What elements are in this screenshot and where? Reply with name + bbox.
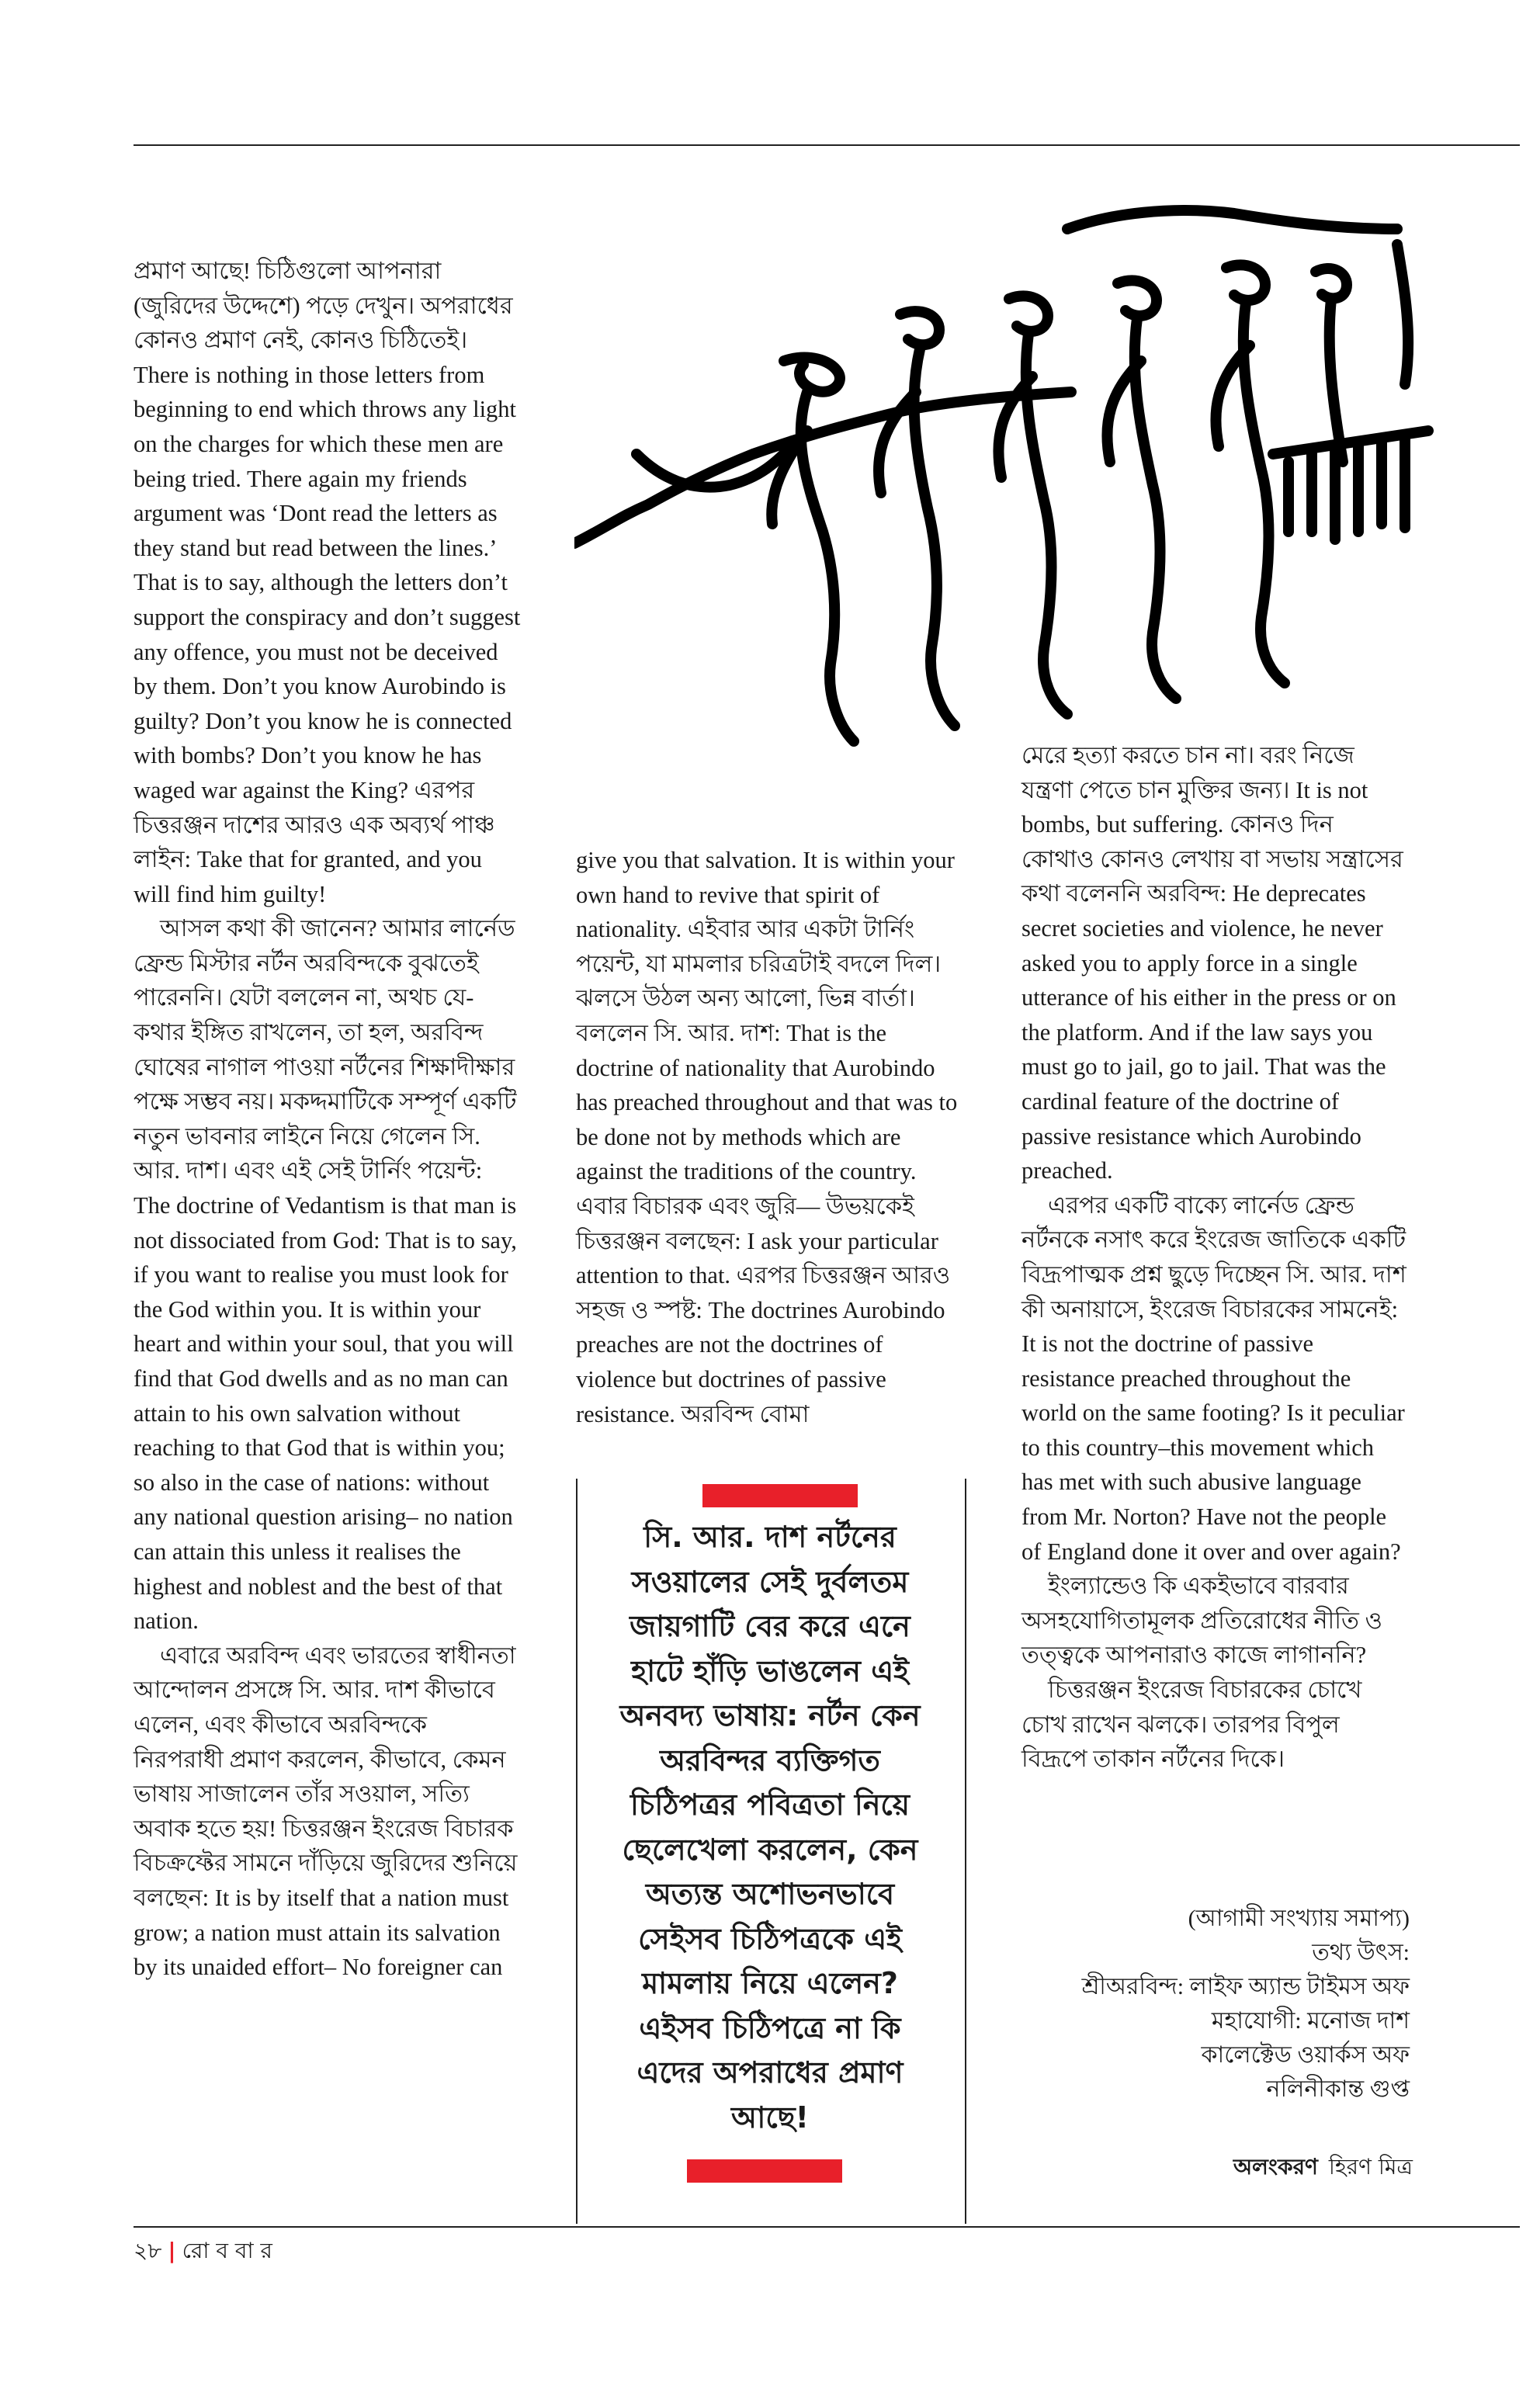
ink-illustration — [574, 198, 1436, 772]
illustrator-name: হিরণ মিত্র — [1328, 2154, 1413, 2180]
paragraph: এবারে অরবিন্দ এবং ভারতের স্বাধীনতা আন্দোলন প্রসঙ্গে সি. আর. দাশ কীভাবে এলেন, এবং কীভাবে অরবিন্দকে নিরপরাধী প্রমাণ করলেন, কীভাবে, কেমন ভাষায় সাজালেন তাঁর সওয়াল, সত্যি অবাক হতে হয়! চিত্তরঞ্জন ইংরেজ বিচারক বিচক্রফ্টের সামনে দাঁড়িয়ে জুরিদের শুনিয়ে বলছেন: It is by itself that a nation must grow; a nation must attain its salvation by its unaided effort– No foreigner can — [134, 1642, 518, 1981]
magazine-name: রো ব বা র — [182, 2238, 272, 2263]
paragraph: এরপর একটি বাক্যে লার্নেড ফ্রেন্ড নর্টনকে নসাৎ করে ইংরেজ জাতিকে একটি বিদ্রূপাত্মক প্রশ্ন ছুড়ে দিচ্ছেন সি. আর. দাশ কী অনায়াসে, ইংরেজ বিচারকের সামনেই: It is not the doctrine of passive resistance preached throughout the world on the same footing? Is it peculiar to this country–this movement which has met with such abusive language from Mr. Norton? Have not the people of England done it over and over again? — [1021, 1191, 1406, 1565]
folio-separator: | — [168, 2238, 176, 2263]
paragraph: মেরে হত্যা করতে চান না। বরং নিজে যন্ত্রণা পেতে চান মুক্তির জন্য। It is not bombs, but suffering. কোনও দিন কোথাও কোনও লেখায় বা সভায় সন্ত্রাসের কথা বলেননি অরবিন্দ: He deprecates secret societies and violence, he never asked you to apply force in a single utterance of his either in the press or on the platform. And if the law says you must go to jail, go to jail. That was the cardinal feature of the doctrine of passive resistance which Aurobindo preached. — [1021, 742, 1403, 1184]
source-line: মহাযোগী: মনোজ দাশ — [1211, 2008, 1410, 2034]
paragraph: প্রমাণ আছে! চিঠিগুলো আপনারা (জুরিদের উদ্দেশে) পড়ে দেখুন। অপরাধের কোনও প্রমাণ নেই, কোনও চিঠিতেই। There is nothing in those letters from beginning to end which throws any light on the charges for which these men are being tried. There again my friends argument was ‘Dont read the letters as they stand but read between the lines.’ That is to say, although the letters don’t support the conspiracy and don’t suggest any offence, you must not be deceived by them. Don’t you know Aurobindo is guilty? Don’t you know he is connected with bombs? Don’t you know he has waged war against the King? এরপর চিত্তরঞ্জন দাশের আরও এক অব্যর্থ পাঞ্চ লাইন: Take that for granted, and you will find him guilty! — [134, 258, 521, 907]
paragraph: ইংল্যান্ডেও কি একইভাবে বারবার অসহযোগিতামূলক প্রতিরোধের নীতি ও তত্ত্বকে আপনারাও কাজে লাগাননি? — [1021, 1573, 1382, 1669]
bottom-rule — [134, 2226, 1520, 2228]
pull-quote-left-rule — [576, 1479, 578, 2224]
sources-label: তথ্য উৎস: — [1312, 1940, 1410, 1965]
pull-quote: সি. আর. দাশ নর্টনের সওয়ালের সেই দুর্বলতম জায়গাটি বের করে এনে হাটে হাঁড়ি ভাঙলেন এই অনবদ্য ভাষায়: নর্টন কেন অরবিন্দর ব্যক্তিগত চিঠিপত্রর পবিত্রতা নিয়ে ছেলেখেলা করলেন, কেন অত্যন্ত অশোভনভাবে সেইসব চিঠিপত্রকে এই মামলায় নিয়ে এলেন? এইসব চিঠিপত্রে না কি এদের অপরাধের প্রমাণ আছে! — [619, 1520, 921, 2135]
source-line: শ্রীঅরবিন্দ: লাইফ অ্যান্ড টাইমস অফ — [1081, 1974, 1410, 1999]
source-line: নলিনীকান্ত গুপ্ত — [1266, 2076, 1410, 2102]
illustration-label: অলংকরণ — [1233, 2154, 1318, 2180]
paragraph: চিত্তরঞ্জন ইংরেজ বিচারকের চোখে চোখ রাখেন ঝলকে। তারপর বিপুল বিদ্রূপে তাকান নর্টনের দিকে। — [1021, 1677, 1362, 1773]
article-column-3 — [1021, 738, 1410, 1777]
source-line: কালেক্টেড ওয়ার্কস অফ — [1201, 2042, 1410, 2068]
paragraph: আসল কথা কী জানেন? আমার লার্নেড ফ্রেন্ড মিস্টার নর্টন অরবিন্দকে বুঝতেই পারেননি। যেটা বললেন না, অথচ যে-কথার ইঙ্গিত রাখলেন, তা হল, অরবিন্দ ঘোষের নাগাল পাওয়া নর্টনের শিক্ষাদীক্ষার পক্ষে সম্ভব নয়। মকদ্দমাটিকে সম্পূর্ণ একটি নতুন ভাবনার লাইনে নিয়ে গেলেন সি. আর. দাশ। এবং এই সেই টার্নিং পয়েন্ট: The doctrine of Vedantism is that man is not dissociated from God: That is to say, if you want to realise you must look for the God within you. It is within your heart and within your soul, that you will find that God dwells and as no man can attain to his own salvation without reaching to that God that is within you; so also in the case of nations: without any national question arising– no nation can attain this unless it realises the highest and noblest and the best of that nation. — [134, 915, 517, 1635]
pull-quote-right-rule — [965, 1479, 966, 2224]
article-column-2 — [576, 843, 964, 1431]
pull-quote-top-bar — [702, 1484, 858, 1507]
continued-note: (আগামী সংখ্যায় সমাপ্য) — [1188, 1906, 1410, 1931]
top-rule — [134, 144, 1520, 146]
sources-credit — [1021, 1902, 1410, 2107]
pull-quote-bottom-bar — [687, 2159, 842, 2183]
paragraph: give you that salvation. It is within your own hand to revive that spirit of nationality. এইবার আর একটা টার্নিং পয়েন্ট, যা মামলার চরিত্রটাই বদলে দিল। ঝলসে উঠল অন্য আলো, ভিন্ন বার্তা। বললেন সি. আর. দাশ: That is the doctrine of nationality that Aurobindo has preached throughout and that was to be done not by methods which are against the traditions of the country. এবার বিচারক এবং জুরি— উভয়কেই চিত্তরঞ্জন বলছেন: I ask your particular attention to that. এরপর চিত্তরঞ্জন আরও সহজ ও স্পষ্ট: The doctrines Aurobindo preaches are not the doctrines of violence but doctrines of passive resistance. অরবিন্দ বোমা — [576, 847, 958, 1427]
page-number: ২৮ — [134, 2238, 162, 2263]
article-column-1 — [134, 254, 522, 1985]
illustration-credit — [1211, 2150, 1413, 2187]
page-folio — [134, 2234, 272, 2270]
